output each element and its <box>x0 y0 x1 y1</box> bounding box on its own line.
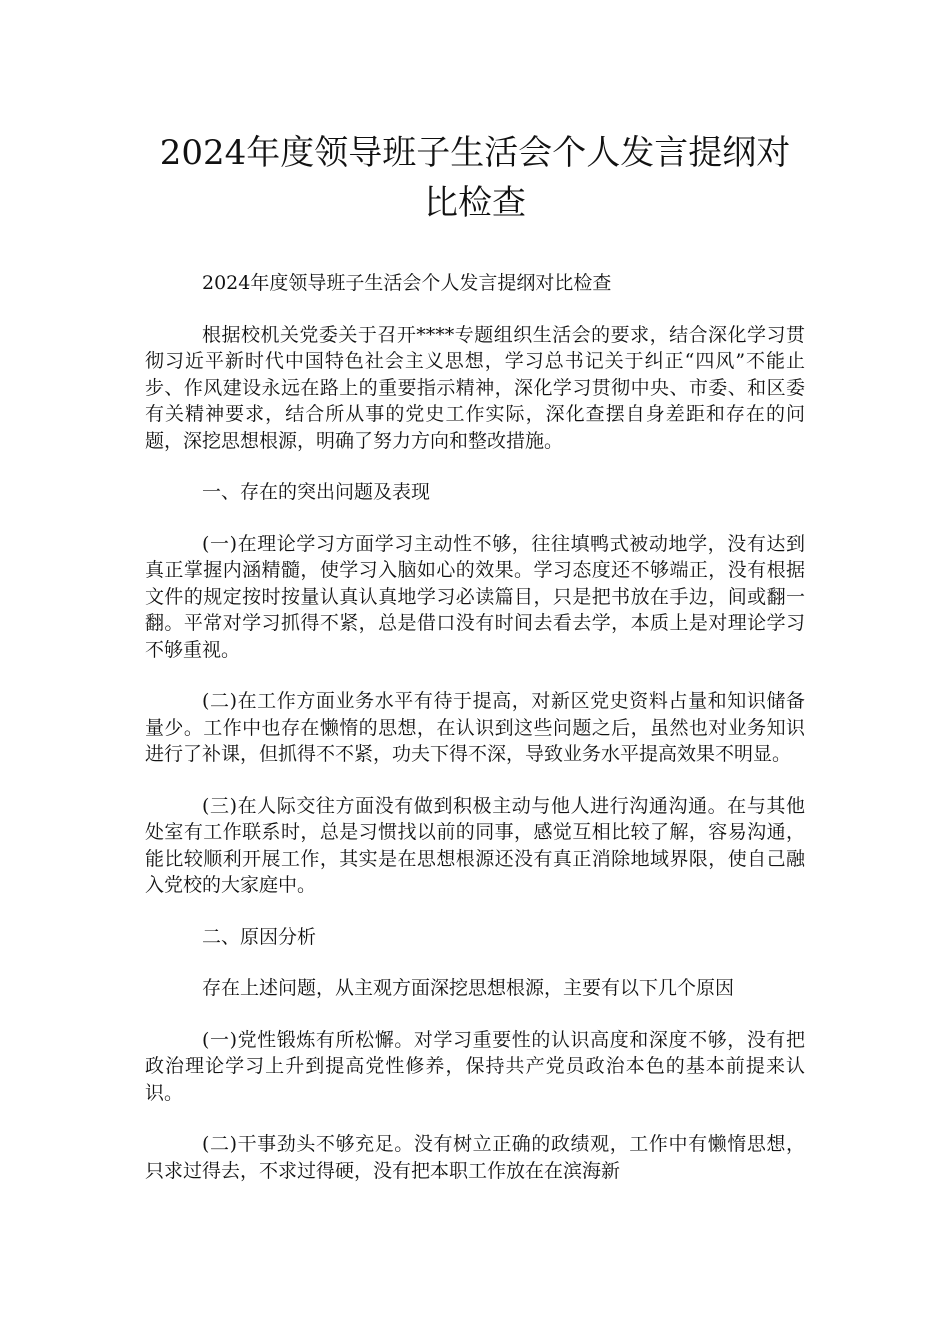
subtitle-paragraph: 2024年度领导班子生活会个人发言提纲对比检查 <box>202 272 612 294</box>
problem-paragraph-1: (一)在理论学习方面学习主动性不够，往往填鸭式被动地学，没有达到真正掌握内涵精髓，使学习入脑如心的效果。学习态度还不够端正，没有根据文件的规定按时按量认真认真地学习必读篇目，只是把书放在手边，间或翻一翻。平常对学习抓得不紧，总是借口没有时间去看去学，本质上是对理论学习不够重视。 <box>145 532 805 661</box>
problem-paragraph-2: (二)在工作方面业务水平有待于提高，对新区党史资料占量和知识储备量少。工作中也存在懒惰的思想，在认识到这些问题之后，虽然也对业务知识进行了补课，但抓得不不紧，功夫下得不深，导致业务水平提高效果不明显。 <box>145 690 805 765</box>
section-heading-problems: 一、存在的突出问题及表现 <box>202 481 431 503</box>
section-heading-causes: 二、原因分析 <box>202 925 317 948</box>
title-line-2: 比检查 <box>424 183 526 223</box>
problem-paragraph-3: (三)在人际交往方面没有做到积极主动与他人进行沟通沟通。在与其他处室有工作联系时，总是习惯找以前的同事，感觉互相比较了解，容易沟通，能比较顺利开展工作，其实是在思想根源还没有真正消除地域界限，使自己融入党校的大家庭中。 <box>145 794 805 896</box>
cause-paragraph-2: (二)干事劲头不够充足。没有树立正确的政绩观，工作中有懒惰思想，只求过得去，不求过得硬，没有把本职工作放在在滨海新 <box>145 1133 805 1182</box>
intro-paragraph: 根据校机关党委关于召开****专题组织生活会的要求，结合深化学习贯彻习近平新时代中国特色社会主义思想，学习总书记关于纠正“四风”不能止步、作风建设永远在路上的重要指示精神，深化学习贯彻中央、市委、和区委有关精神要求，结合所从事的党史工作实际，深化查摆自身差距和存在的问题，深挖思想根源，明确了努力方向和整改措施。 <box>145 323 805 452</box>
cause-paragraph-1: (一)党性锻炼有所松懈。对学习重要性的认识高度和深度不够，没有把政治理论学习上升到提高党性修养，保持共产党员政治本色的基本前提来认识。 <box>145 1028 805 1104</box>
causes-intro-paragraph: 存在上述问题，从主观方面深挖思想根源，主要有以下几个原因 <box>202 977 735 999</box>
document-title <box>120 128 830 228</box>
title-line-1: 2024年度领导班子生活会个人发言提纲对 <box>159 133 791 173</box>
document-body <box>145 270 805 1209</box>
